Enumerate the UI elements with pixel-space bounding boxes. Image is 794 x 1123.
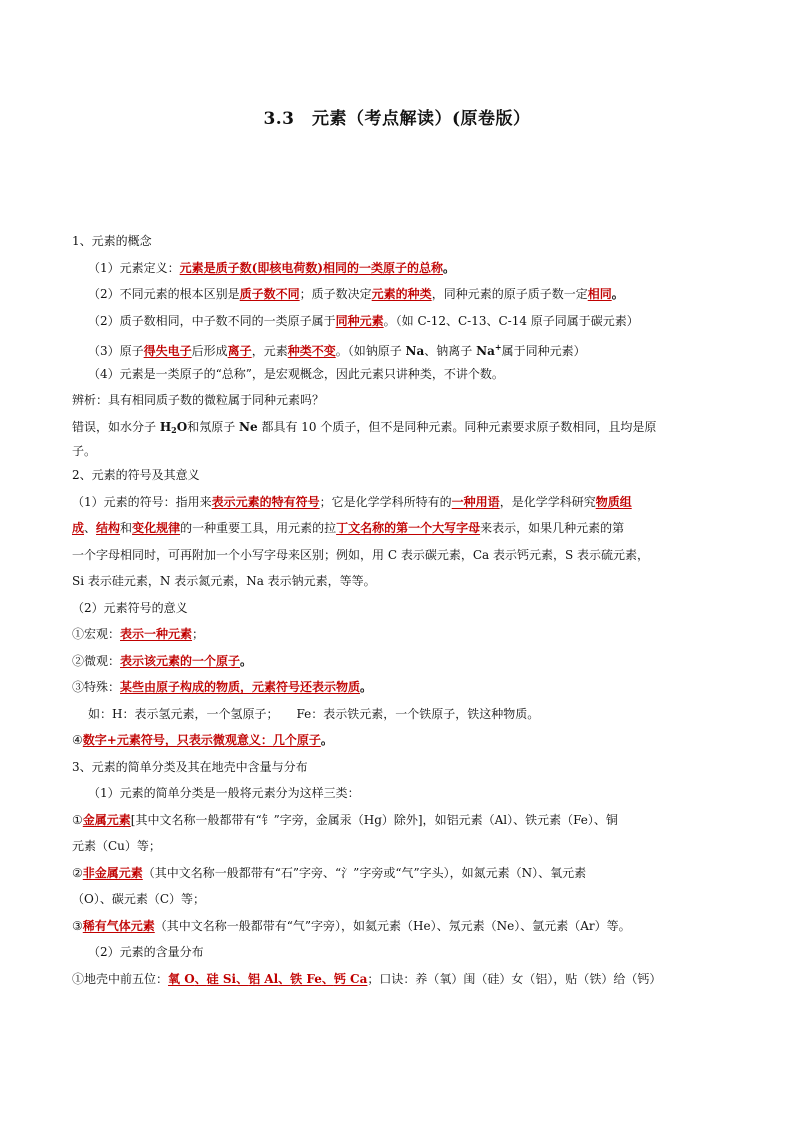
s2-line-9: 如：H：表示氢元素，一个氢原子； Fe：表示铁元素，一个铁原子，铁这种物质。 xyxy=(88,706,540,721)
s3-line-2: ①金属元素[其中文名称一般都带有“钅”字旁，金属汞（Hg）除外]，如铝元素（Al）、铁元素（Fe）、铜 xyxy=(72,812,618,827)
keyword: 离子 xyxy=(227,344,252,358)
s1-line-5: （4）元素是一类原子的“总称”，是宏观概念，因此元素只讲种类，不讲个数。 xyxy=(88,366,504,381)
s2-line-2: 成、结构和变化规律的一种重要工具，用元素的拉丁文名称的第一个大写字母来表示，如果几种元素的第 xyxy=(72,521,625,535)
s1-line-1: （1）元素定义：元素是质子数(即核电荷数)相同的一类原子的总称。 xyxy=(88,260,456,275)
s1-line-8: 子。 xyxy=(72,444,97,458)
s3-line-1: （1）元素的简单分类是一般将元素分为这样三类： xyxy=(88,786,360,800)
keyword: 表示元素的特有符号 xyxy=(211,494,320,509)
document-body xyxy=(72,228,732,992)
s2-line-4: Si 表示硅元素，N 表示氮元素，Na 表示钠元素，等等。 xyxy=(72,574,376,588)
s2-line-6: ①宏观：表示一种元素； xyxy=(72,627,205,641)
keyword: 非金属元素 xyxy=(82,865,143,880)
keyword: 数字+元素符号，只表示微观意义：几个原子 xyxy=(82,733,321,747)
keyword: 铁 Fe xyxy=(290,971,322,986)
keyword: 元素的种类 xyxy=(371,287,432,301)
keyword: 同种元素 xyxy=(335,313,384,328)
s2-line-5: （2）元素符号的意义 xyxy=(72,600,188,615)
s1-line-2: （2）不同元素的根本区别是质子数不同；质子数决定元素的种类，同种元素的原子质子数一定相同。 xyxy=(88,287,624,301)
keyword: 元素是质子数(即核电荷数)相同的一类原子的总称 xyxy=(179,260,443,275)
keyword: 相同 xyxy=(587,287,612,301)
keyword: 种类不变 xyxy=(287,344,336,358)
s2-line-1: （1）元素的符号：指用来表示元素的特有符号；它是化学学科所特有的一种用语，是化学学科研究物质组 xyxy=(72,494,632,509)
s2-line-3: 一个字母相同时，可再附加一个小写字母来区别；例如，用 C 表示碳元素，Ca 表示钙元素，S 表示硫元素， xyxy=(72,547,650,562)
keyword: 氧 O xyxy=(168,971,195,986)
keyword: 一种用语 xyxy=(451,494,500,509)
keyword: 铝 Al xyxy=(248,971,279,986)
keyword: 某些由原子构成的物质，元素符号还表示物质 xyxy=(120,680,361,694)
keyword: 表示该元素的一个原子 xyxy=(120,653,241,668)
s2-line-10: ④数字+元素符号，只表示微观意义：几个原子。 xyxy=(72,733,333,747)
keyword: 结构 xyxy=(96,521,121,535)
s1-line-3: （2）质子数相同，中子数不同的一类原子属于同种元素。（如 C-12、C-13、C-14 原子同属于碳元素） xyxy=(88,313,639,328)
keyword: 成 xyxy=(72,521,85,535)
keyword: 变化规律 xyxy=(132,521,181,535)
s3-line-8: ①地壳中前五位：氧 O、硅 Si、铝 Al、铁 Fe、钙 Ca；口诀：养（氧）闺（硅）女（铝），贴（铁）给（钙） xyxy=(72,971,662,986)
keyword: 表示一种元素 xyxy=(120,627,193,641)
s3-line-4: ②非金属元素（其中文名称一般都带有“石”字旁、“氵”字旁或“气”字头），如氮元素（N）、氧元素 xyxy=(72,865,587,880)
keyword: 丁文名称的第一个大写字母 xyxy=(336,521,481,535)
s3-line-3: 元素（Cu）等； xyxy=(72,839,161,853)
section-1-heading: 1、元素的概念 xyxy=(72,234,152,248)
s1-line-4: （3）原子得失电子后形成离子，元素种类不变。（如钠原子 Na、钠离子 Na+属于同种元素） xyxy=(88,342,586,358)
section-3-heading: 3、元素的简单分类及其在地壳中含量与分布 xyxy=(72,759,308,774)
keyword: 稀有气体元素 xyxy=(82,918,155,933)
keyword: 得失电子 xyxy=(143,344,192,358)
page-title: 3.3 元素（考点解读）(原卷版） xyxy=(263,109,531,129)
keyword: 物质组 xyxy=(595,494,632,509)
s1-line-6: 辨析：具有相同质子数的微粒属于同种元素吗？ xyxy=(72,393,325,407)
section-2-heading: 2、元素的符号及其意义 xyxy=(72,468,200,482)
s3-line-5: （O）、碳元素（C）等； xyxy=(72,892,206,906)
s1-line-7: 错误，如水分子 $H_2O$和氖原子 Ne 都具有 10 个质子，但不是同种元素。同种元素要求原子数相同，且均是原 xyxy=(72,419,657,435)
s3-line-7: （2）元素的含量分布 xyxy=(88,945,204,959)
s3-line-6: ③稀有气体元素（其中文名称一般都带有“气”字旁），如氦元素（He）、氖元素（Ne）、氩元素（Ar）等。 xyxy=(72,918,631,933)
s2-line-7: ②微观：表示该元素的一个原子。 xyxy=(72,653,253,668)
keyword: 金属元素 xyxy=(82,812,131,827)
keyword: 硅 Si xyxy=(206,971,237,986)
keyword: 质子数不同 xyxy=(239,287,300,301)
keyword: 钙 Ca xyxy=(333,971,368,986)
s2-line-8: ③特殊：某些由原子构成的物质，元素符号还表示物质。 xyxy=(72,680,373,694)
